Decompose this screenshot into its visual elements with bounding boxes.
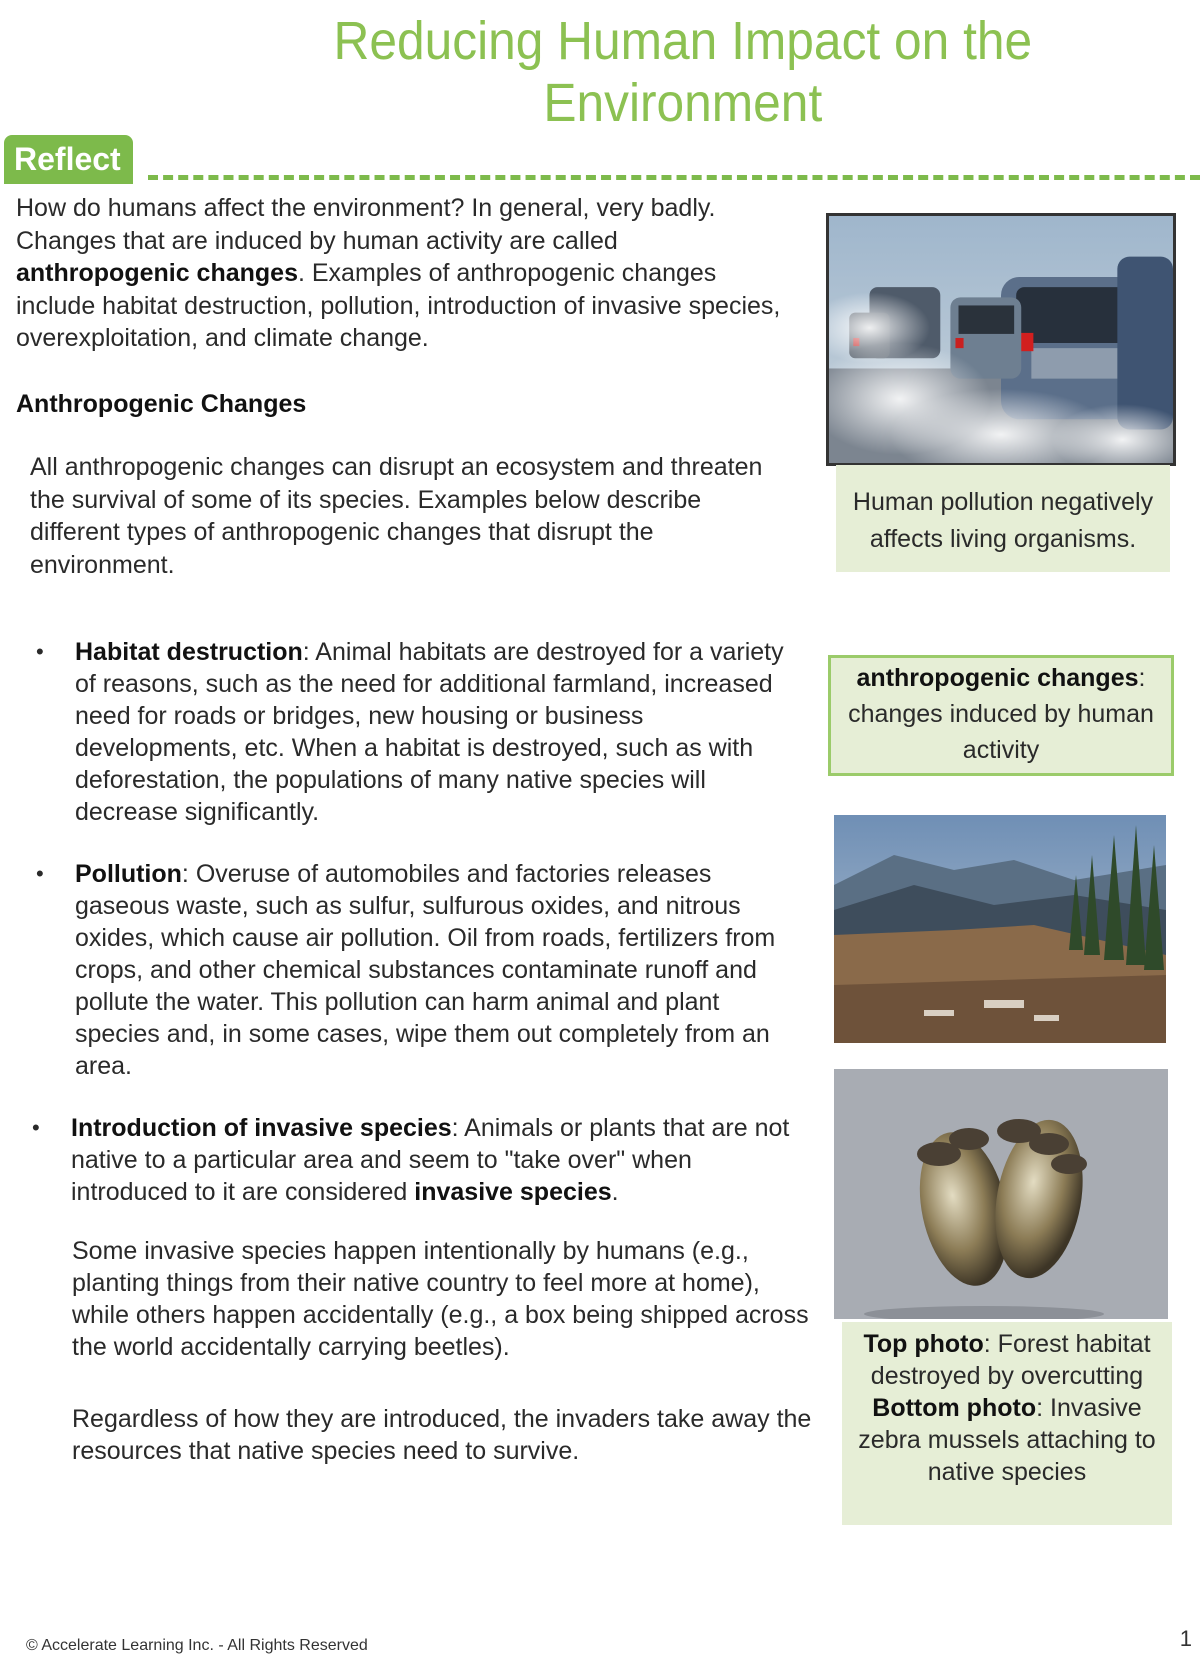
- intro-paragraph: How do humans affect the environment? In general, very badly. Changes that are induced by human activity are called anthropogenic changes. Examples of anthropogenic changes include habitat destruction, pollution, introduction of invasive species, overexploitation, and climate change.: [16, 194, 781, 352]
- intro-term: anthropogenic changes: [16, 259, 298, 287]
- traffic-photo-caption: Human pollution negatively affects living organisms.: [836, 465, 1170, 572]
- traffic-pollution-photo: [826, 213, 1176, 466]
- copyright-footer: © Accelerate Learning Inc. - All Rights Reserved: [26, 1637, 368, 1654]
- section-divider: [148, 175, 1200, 180]
- section-tab-reflect: Reflect: [4, 135, 133, 184]
- forest-destruction-photo: [834, 815, 1166, 1043]
- subheading: Anthropogenic Changes: [16, 390, 307, 418]
- photos-caption: Top photo: Forest habitat destroyed by overcutting Bottom photo: Invasive zebra mussels attaching to native species: [842, 1322, 1172, 1525]
- page-number: 1: [1179, 1626, 1192, 1651]
- list-item: • Habitat destruction: Animal habitats are destroyed for a variety of reasons, such as the need for additional farmland, increased need for roads or bridges, new housing or business developments, etc. When a habitat is destroyed, such as with deforestation, the populations of many native species will decrease significantly.: [30, 636, 800, 828]
- body-paragraph: All anthropogenic changes can disrupt an ecosystem and threaten the survival of some of its species. Examples below describe different types of anthropogenic changes that disrupt the environment.: [30, 453, 763, 579]
- list-item: • Pollution: Overuse of automobiles and factories releases gaseous waste, such as sulfur, sulfurous oxides, and nitrous oxides, which cause air pollution. Oil from roads, fertilizers from crops, and other chemical substances contaminate runoff and pollute the water. This pollution can harm animal and plant species and, in some cases, wipe them out completely from an area.: [30, 858, 800, 1082]
- page-title: Reducing Human Impact on the Environment: [333, 11, 1033, 133]
- zebra-mussel-photo: [834, 1069, 1168, 1319]
- invasive-paragraph-2: Regardless of how they are introduced, the invaders take away the resources that native species need to survive.: [72, 1405, 812, 1465]
- invasive-paragraph-1: Some invasive species happen intentionally by humans (e.g., planting things from their native country to feel more at home), while others happen accidentally (e.g., a box being shipped across the world accidentally carrying beetles).: [72, 1237, 809, 1361]
- list-item: • Introduction of invasive species: Animals or plants that are not native to a particular area and seem to "take over" when introduced to it are considered invasive species.: [26, 1112, 800, 1208]
- bullet-list: [30, 636, 800, 1238]
- definition-box: anthropogenic changes: changes induced by human activity: [828, 655, 1174, 776]
